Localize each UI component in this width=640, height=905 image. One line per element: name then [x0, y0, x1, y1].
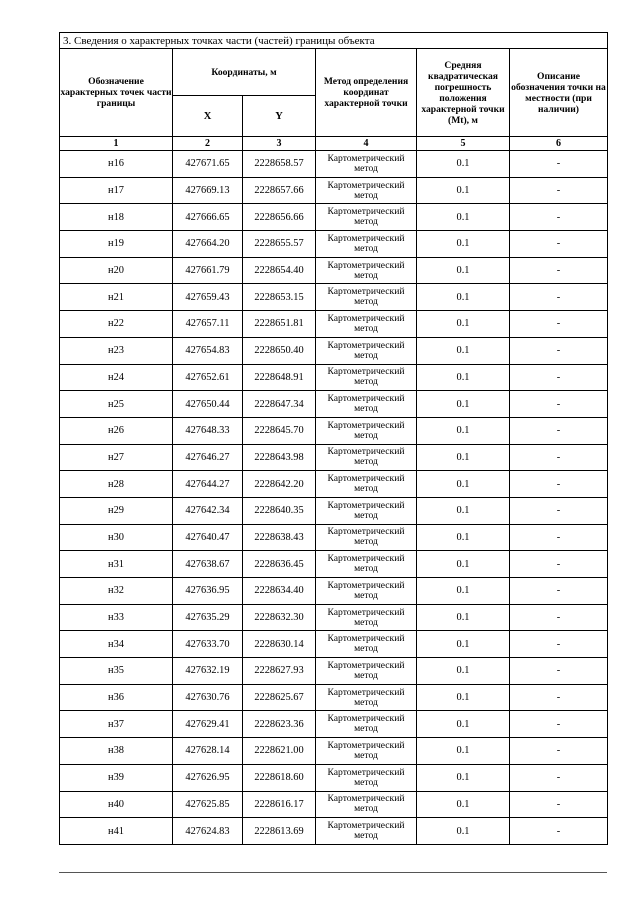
accuracy-cell: 0.1	[417, 391, 510, 418]
x-coordinate-cell: 427630.76	[173, 684, 243, 711]
header-x: X	[173, 96, 243, 137]
point-id-cell: н28	[60, 471, 173, 498]
x-coordinate-cell: 427644.27	[173, 471, 243, 498]
table-row	[60, 631, 608, 658]
table-row	[60, 764, 608, 791]
accuracy-cell: 0.1	[417, 738, 510, 765]
accuracy-cell: 0.1	[417, 631, 510, 658]
section-title: 3. Сведения о характерных точках части (частей) границы объекта	[60, 33, 608, 49]
header-coordinates: Координаты, м	[173, 49, 316, 96]
description-cell: -	[510, 391, 608, 418]
x-coordinate-cell: 427635.29	[173, 604, 243, 631]
point-id-cell: н20	[60, 257, 173, 284]
point-id-cell: н30	[60, 524, 173, 551]
description-cell: -	[510, 177, 608, 204]
y-coordinate-cell: 2228643.98	[243, 444, 316, 471]
description-cell: -	[510, 257, 608, 284]
y-coordinate-cell: 2228618.60	[243, 764, 316, 791]
table-row	[60, 471, 608, 498]
method-cell: Картометрический метод	[316, 711, 417, 738]
table-row	[60, 497, 608, 524]
point-id-cell: н33	[60, 604, 173, 631]
point-id-cell: н24	[60, 364, 173, 391]
x-coordinate-cell: 427661.79	[173, 257, 243, 284]
method-cell: Картометрический метод	[316, 684, 417, 711]
y-coordinate-cell: 2228632.30	[243, 604, 316, 631]
point-id-cell: н27	[60, 444, 173, 471]
table-row	[60, 284, 608, 311]
y-coordinate-cell: 2228621.00	[243, 738, 316, 765]
method-cell: Картометрический метод	[316, 284, 417, 311]
description-cell: -	[510, 684, 608, 711]
table-row	[60, 257, 608, 284]
y-coordinate-cell: 2228658.57	[243, 151, 316, 178]
y-coordinate-cell: 2228655.57	[243, 231, 316, 258]
table-row	[60, 551, 608, 578]
y-coordinate-cell: 2228653.15	[243, 284, 316, 311]
description-cell: -	[510, 631, 608, 658]
method-cell: Картометрический метод	[316, 658, 417, 685]
description-cell: -	[510, 524, 608, 551]
description-cell: -	[510, 337, 608, 364]
description-cell: -	[510, 151, 608, 178]
header-y: Y	[243, 96, 316, 137]
y-coordinate-cell: 2228623.36	[243, 711, 316, 738]
accuracy-cell: 0.1	[417, 151, 510, 178]
accuracy-cell: 0.1	[417, 524, 510, 551]
table-row	[60, 684, 608, 711]
y-coordinate-cell: 2228642.20	[243, 471, 316, 498]
accuracy-cell: 0.1	[417, 551, 510, 578]
x-coordinate-cell: 427669.13	[173, 177, 243, 204]
point-id-cell: н32	[60, 578, 173, 605]
footer-divider	[59, 872, 607, 873]
y-coordinate-cell: 2228645.70	[243, 417, 316, 444]
description-cell: -	[510, 578, 608, 605]
method-cell: Картометрический метод	[316, 391, 417, 418]
method-cell: Картометрический метод	[316, 177, 417, 204]
method-cell: Картометрический метод	[316, 417, 417, 444]
y-coordinate-cell: 2228656.66	[243, 204, 316, 231]
accuracy-cell: 0.1	[417, 578, 510, 605]
y-coordinate-cell: 2228638.43	[243, 524, 316, 551]
x-coordinate-cell: 427628.14	[173, 738, 243, 765]
x-coordinate-cell: 427636.95	[173, 578, 243, 605]
accuracy-cell: 0.1	[417, 604, 510, 631]
accuracy-cell: 0.1	[417, 658, 510, 685]
column-number: 1	[60, 137, 173, 151]
x-coordinate-cell: 427629.41	[173, 711, 243, 738]
x-coordinate-cell: 427625.85	[173, 791, 243, 818]
description-cell: -	[510, 551, 608, 578]
column-number: 5	[417, 137, 510, 151]
method-cell: Картометрический метод	[316, 311, 417, 338]
accuracy-cell: 0.1	[417, 364, 510, 391]
table-row	[60, 604, 608, 631]
point-id-cell: н18	[60, 204, 173, 231]
method-cell: Картометрический метод	[316, 764, 417, 791]
description-cell: -	[510, 711, 608, 738]
table-row	[60, 204, 608, 231]
column-number-row	[60, 137, 608, 151]
x-coordinate-cell: 427624.83	[173, 818, 243, 845]
point-id-cell: н16	[60, 151, 173, 178]
y-coordinate-cell: 2228657.66	[243, 177, 316, 204]
point-id-cell: н36	[60, 684, 173, 711]
x-coordinate-cell: 427659.43	[173, 284, 243, 311]
description-cell: -	[510, 444, 608, 471]
y-coordinate-cell: 2228640.35	[243, 497, 316, 524]
y-coordinate-cell: 2228648.91	[243, 364, 316, 391]
table-row	[60, 578, 608, 605]
header-method: Метод определения координат характерной точки	[316, 49, 417, 137]
accuracy-cell: 0.1	[417, 204, 510, 231]
method-cell: Картометрический метод	[316, 578, 417, 605]
column-number: 3	[243, 137, 316, 151]
point-id-cell: н23	[60, 337, 173, 364]
x-coordinate-cell: 427646.27	[173, 444, 243, 471]
method-cell: Картометрический метод	[316, 738, 417, 765]
x-coordinate-cell: 427632.19	[173, 658, 243, 685]
point-id-cell: н22	[60, 311, 173, 338]
x-coordinate-cell: 427657.11	[173, 311, 243, 338]
method-cell: Картометрический метод	[316, 257, 417, 284]
accuracy-cell: 0.1	[417, 337, 510, 364]
point-id-cell: н40	[60, 791, 173, 818]
point-id-cell: н39	[60, 764, 173, 791]
description-cell: -	[510, 471, 608, 498]
accuracy-cell: 0.1	[417, 177, 510, 204]
description-cell: -	[510, 311, 608, 338]
x-coordinate-cell: 427640.47	[173, 524, 243, 551]
x-coordinate-cell: 427666.65	[173, 204, 243, 231]
description-cell: -	[510, 818, 608, 845]
y-coordinate-cell: 2228613.69	[243, 818, 316, 845]
table-row	[60, 711, 608, 738]
method-cell: Картометрический метод	[316, 444, 417, 471]
method-cell: Картометрический метод	[316, 524, 417, 551]
column-number: 4	[316, 137, 417, 151]
point-id-cell: н25	[60, 391, 173, 418]
y-coordinate-cell: 2228654.40	[243, 257, 316, 284]
x-coordinate-cell: 427650.44	[173, 391, 243, 418]
description-cell: -	[510, 204, 608, 231]
table-row	[60, 417, 608, 444]
table-row	[60, 151, 608, 178]
y-coordinate-cell: 2228647.34	[243, 391, 316, 418]
y-coordinate-cell: 2228630.14	[243, 631, 316, 658]
description-cell: -	[510, 231, 608, 258]
accuracy-cell: 0.1	[417, 711, 510, 738]
description-cell: -	[510, 604, 608, 631]
method-cell: Картометрический метод	[316, 604, 417, 631]
table-row	[60, 818, 608, 845]
point-id-cell: н26	[60, 417, 173, 444]
table-row	[60, 364, 608, 391]
y-coordinate-cell: 2228625.67	[243, 684, 316, 711]
boundary-points-table	[59, 32, 608, 845]
accuracy-cell: 0.1	[417, 791, 510, 818]
accuracy-cell: 0.1	[417, 684, 510, 711]
y-coordinate-cell: 2228616.17	[243, 791, 316, 818]
method-cell: Картометрический метод	[316, 151, 417, 178]
table-row	[60, 337, 608, 364]
x-coordinate-cell: 427633.70	[173, 631, 243, 658]
method-cell: Картометрический метод	[316, 471, 417, 498]
table-row	[60, 444, 608, 471]
point-id-cell: н29	[60, 497, 173, 524]
method-cell: Картометрический метод	[316, 364, 417, 391]
point-id-cell: н41	[60, 818, 173, 845]
y-coordinate-cell: 2228636.45	[243, 551, 316, 578]
point-id-cell: н37	[60, 711, 173, 738]
y-coordinate-cell: 2228634.40	[243, 578, 316, 605]
method-cell: Картометрический метод	[316, 551, 417, 578]
x-coordinate-cell: 427648.33	[173, 417, 243, 444]
x-coordinate-cell: 427652.61	[173, 364, 243, 391]
column-number: 2	[173, 137, 243, 151]
x-coordinate-cell: 427626.95	[173, 764, 243, 791]
method-cell: Картометрический метод	[316, 204, 417, 231]
column-number: 6	[510, 137, 608, 151]
point-id-cell: н17	[60, 177, 173, 204]
description-cell: -	[510, 364, 608, 391]
point-id-cell: н35	[60, 658, 173, 685]
description-cell: -	[510, 658, 608, 685]
method-cell: Картометрический метод	[316, 818, 417, 845]
table-row	[60, 177, 608, 204]
point-id-cell: н21	[60, 284, 173, 311]
table-row	[60, 524, 608, 551]
header-accuracy: Средняя квадратическая погрешность положения характерной точки (Mt), м	[417, 49, 510, 137]
accuracy-cell: 0.1	[417, 471, 510, 498]
method-cell: Картометрический метод	[316, 631, 417, 658]
accuracy-cell: 0.1	[417, 284, 510, 311]
description-cell: -	[510, 791, 608, 818]
method-cell: Картометрический метод	[316, 337, 417, 364]
table-row	[60, 391, 608, 418]
point-id-cell: н31	[60, 551, 173, 578]
point-id-cell: н34	[60, 631, 173, 658]
point-id-cell: н38	[60, 738, 173, 765]
accuracy-cell: 0.1	[417, 231, 510, 258]
header-designation: Обозначение характерных точек части границы	[60, 49, 173, 137]
table-row	[60, 231, 608, 258]
table-row	[60, 738, 608, 765]
header-description: Описание обозначения точки на местности (при наличии)	[510, 49, 608, 137]
description-cell: -	[510, 284, 608, 311]
method-cell: Картометрический метод	[316, 791, 417, 818]
x-coordinate-cell: 427638.67	[173, 551, 243, 578]
table-row	[60, 791, 608, 818]
description-cell: -	[510, 417, 608, 444]
accuracy-cell: 0.1	[417, 311, 510, 338]
y-coordinate-cell: 2228627.93	[243, 658, 316, 685]
method-cell: Картометрический метод	[316, 231, 417, 258]
x-coordinate-cell: 427642.34	[173, 497, 243, 524]
table-body	[60, 151, 608, 845]
x-coordinate-cell: 427664.20	[173, 231, 243, 258]
accuracy-cell: 0.1	[417, 257, 510, 284]
accuracy-cell: 0.1	[417, 497, 510, 524]
description-cell: -	[510, 497, 608, 524]
table-row	[60, 311, 608, 338]
x-coordinate-cell: 427654.83	[173, 337, 243, 364]
accuracy-cell: 0.1	[417, 818, 510, 845]
y-coordinate-cell: 2228650.40	[243, 337, 316, 364]
description-cell: -	[510, 738, 608, 765]
point-id-cell: н19	[60, 231, 173, 258]
table-row	[60, 658, 608, 685]
accuracy-cell: 0.1	[417, 764, 510, 791]
y-coordinate-cell: 2228651.81	[243, 311, 316, 338]
accuracy-cell: 0.1	[417, 417, 510, 444]
accuracy-cell: 0.1	[417, 444, 510, 471]
x-coordinate-cell: 427671.65	[173, 151, 243, 178]
description-cell: -	[510, 764, 608, 791]
method-cell: Картометрический метод	[316, 497, 417, 524]
